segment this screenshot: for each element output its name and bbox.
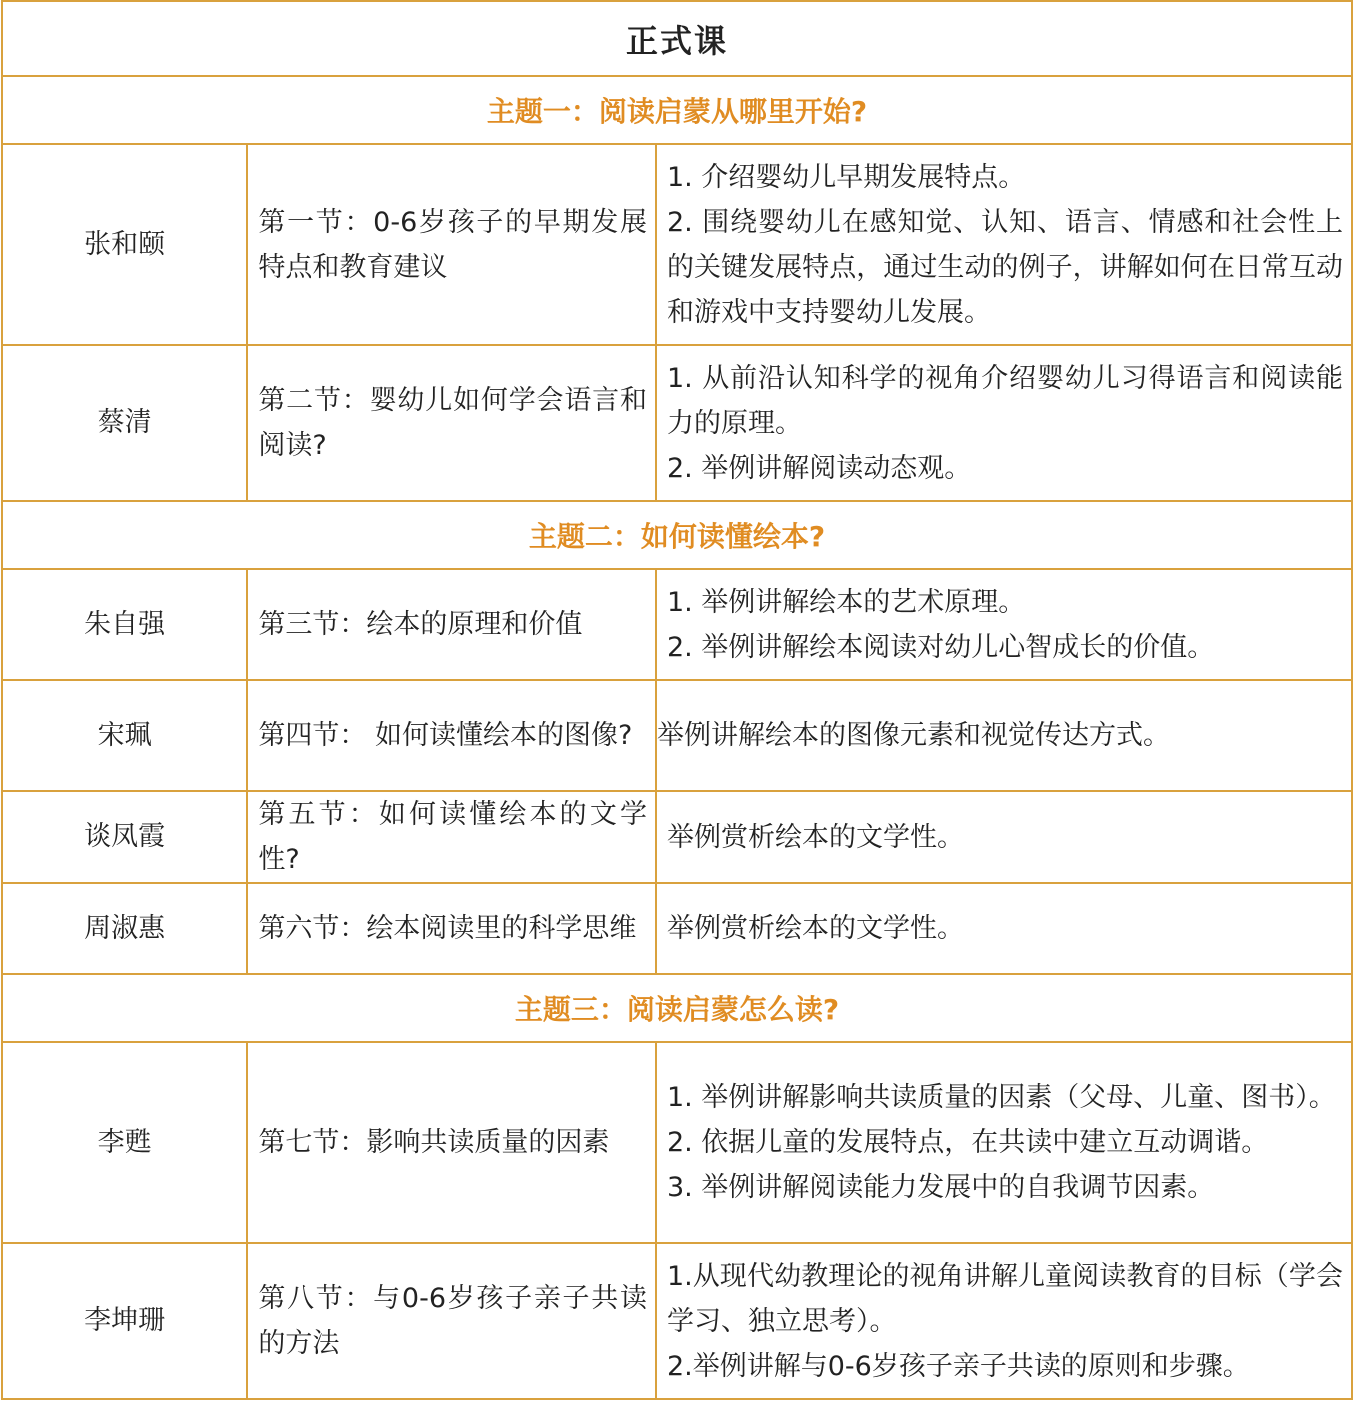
lesson-point: 举例赏析绘本的文学性。 bbox=[666, 913, 964, 944]
theme-title: 主题一：阅读启蒙从哪里开始? bbox=[2, 76, 1352, 144]
lesson-description bbox=[656, 1243, 1352, 1399]
lesson-description bbox=[656, 569, 1352, 680]
teacher-name: 李甦 bbox=[2, 1042, 247, 1243]
lesson-description bbox=[656, 345, 1352, 501]
table-row bbox=[2, 1243, 1352, 1399]
lesson-point: 举例讲解绘本的图像元素和视觉传达方式。 bbox=[656, 720, 1170, 751]
lesson-description bbox=[656, 791, 1352, 883]
lesson-point: 1. 举例讲解绘本的艺术原理。 bbox=[666, 586, 1026, 618]
lesson-description bbox=[656, 144, 1352, 345]
lesson-point: 1. 介绍婴幼儿早期发展特点。 bbox=[666, 161, 1026, 193]
section-title: 第三节：绘本的原理和价值 bbox=[247, 569, 656, 680]
theme-title: 主题二：如何读懂绘本? bbox=[2, 501, 1352, 569]
teacher-name: 宋珮 bbox=[2, 680, 247, 791]
lesson-point: 1. 举例讲解影响共读质量的因素（父母、儿童、图书）。 bbox=[666, 1082, 1336, 1113]
lesson-description bbox=[656, 883, 1352, 974]
table-row bbox=[2, 883, 1352, 974]
theme-row bbox=[2, 501, 1352, 569]
table-row bbox=[2, 791, 1352, 883]
lesson-point: 2. 举例讲解阅读动态观。 bbox=[666, 452, 972, 484]
table-row bbox=[2, 680, 1352, 791]
lesson-point: 1. 从前沿认知科学的视角介绍婴幼儿习得语言和阅读能力的原理。 bbox=[666, 362, 1343, 439]
table-row bbox=[2, 1042, 1352, 1243]
table-row bbox=[2, 345, 1352, 501]
lesson-point: 2. 依据儿童的发展特点，在共读中建立互动调谐。 bbox=[666, 1127, 1269, 1158]
lesson-point: 3. 举例讲解阅读能力发展中的自我调节因素。 bbox=[666, 1172, 1215, 1203]
teacher-name: 谈凤霞 bbox=[2, 791, 247, 883]
section-title: 第七节：影响共读质量的因素 bbox=[247, 1042, 656, 1243]
theme-row bbox=[2, 974, 1352, 1042]
section-title: 第四节： 如何读懂绘本的图像? bbox=[247, 680, 656, 791]
theme-row bbox=[2, 76, 1352, 144]
teacher-name: 朱自强 bbox=[2, 569, 247, 680]
table-title: 正式课 bbox=[2, 1, 1352, 76]
lesson-point: 2. 举例讲解绘本阅读对幼儿心智成长的价值。 bbox=[666, 631, 1215, 663]
table-row bbox=[2, 144, 1352, 345]
section-title: 第五节：如何读懂绘本的文学性? bbox=[247, 791, 656, 883]
course-table bbox=[1, 0, 1353, 1400]
section-title: 第六节：绘本阅读里的科学思维 bbox=[247, 883, 656, 974]
title-row bbox=[2, 1, 1352, 76]
lesson-point: 2. 围绕婴幼儿在感知觉、认知、语言、情感和社会性上的关键发展特点，通过生动的例子，讲解如何在日常互动和游戏中支持婴幼儿发展。 bbox=[666, 206, 1343, 328]
section-title: 第二节：婴幼儿如何学会语言和阅读? bbox=[247, 345, 656, 501]
lesson-description bbox=[656, 1042, 1352, 1243]
theme-title: 主题三：阅读启蒙怎么读? bbox=[2, 974, 1352, 1042]
lesson-point: 2.举例讲解与0-6岁孩子亲子共读的原则和步骤。 bbox=[666, 1350, 1250, 1382]
teacher-name: 李坤珊 bbox=[2, 1243, 247, 1399]
table-row bbox=[2, 569, 1352, 680]
teacher-name: 张和颐 bbox=[2, 144, 247, 345]
lesson-point: 举例赏析绘本的文学性。 bbox=[666, 821, 964, 853]
section-title: 第一节：0-6岁孩子的早期发展特点和教育建议 bbox=[247, 144, 656, 345]
lesson-description bbox=[656, 680, 1352, 791]
teacher-name: 周淑惠 bbox=[2, 883, 247, 974]
lesson-point: 1.从现代幼教理论的视角讲解儿童阅读教育的目标（学会学习、独立思考）。 bbox=[666, 1260, 1343, 1337]
teacher-name: 蔡清 bbox=[2, 345, 247, 501]
section-title: 第八节：与0-6岁孩子亲子共读的方法 bbox=[247, 1243, 656, 1399]
